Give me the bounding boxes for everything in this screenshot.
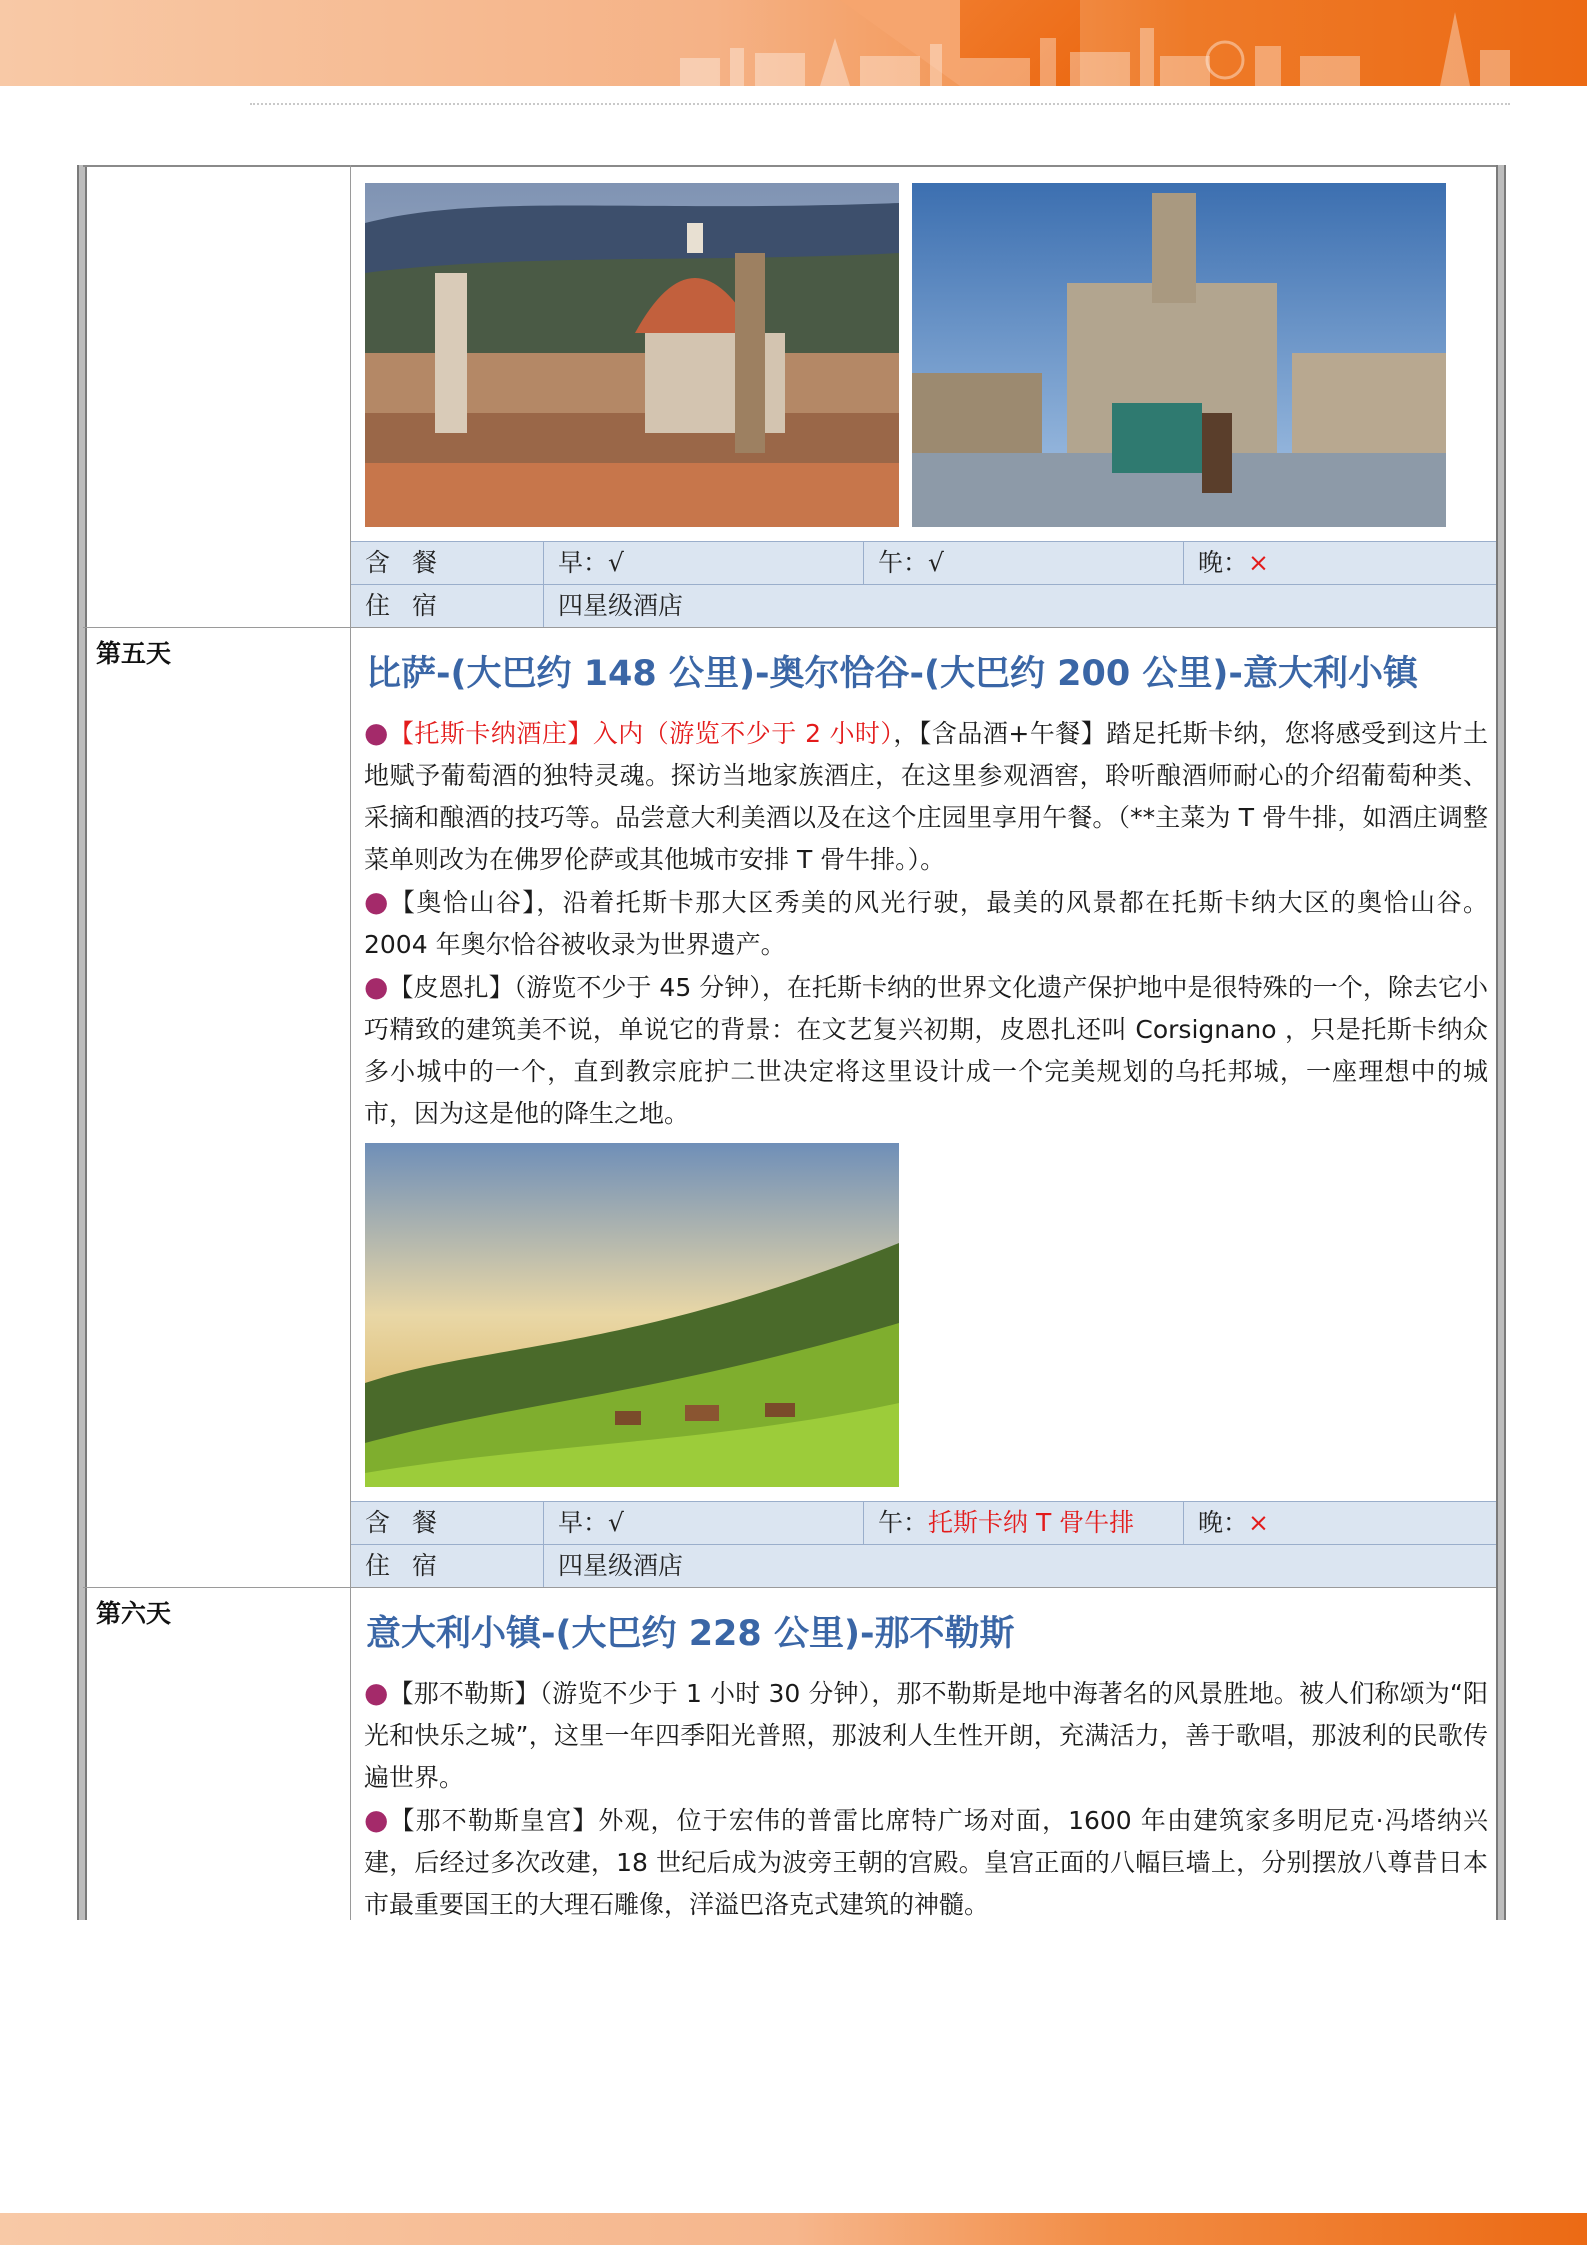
bullet-icon: ● [364, 1676, 389, 1709]
table-border-top [83, 165, 1496, 167]
table-border-left [77, 165, 87, 1920]
dinner-prefix: 晚： [1198, 1508, 1249, 1537]
dinner-prefix: 晚： [1198, 548, 1249, 577]
palazzo-vecchio-photo [912, 183, 1446, 527]
day5-meal-row [351, 1501, 1496, 1545]
naples-text: 【那不勒斯】（游览不少于 1 小时 30 分钟），那不勒斯是地中海著名的风景胜地。被人们称颂为“阳光和快乐之城”，这里一年四季阳光普照，那波利人生性开朗，充满活力，善于歌唱，那波利的民歌传遍世界。 [364, 1679, 1488, 1792]
hotel-label: 住宿 [365, 591, 460, 620]
day5-title: 比萨-(大巴约 148 公里)-奥尔恰谷-(大巴约 200 公里)-意大利小镇 [366, 654, 1418, 694]
hotel-value: 四星级酒店 [543, 1545, 1496, 1587]
day5-label: 第五天 [96, 639, 172, 668]
winery-text: ，【含品酒+午餐】踏足托斯卡纳，您将感受到这片土地赋予葡萄酒的独特灵魂。探访当地家族酒庄，在这里参观酒窖，聆听酿酒师耐心的介绍葡萄种类、采摘和酿酒的技巧等。品尝意大利美酒以及在这个庄园里享用午餐。（**主菜为 T 骨牛排，如酒庄调整菜单则改为在佛罗伦萨或其他城市安排 T 骨牛排。）。 [364, 719, 1488, 874]
florence-cathedral-photo [365, 183, 899, 527]
day5-divider [83, 627, 1496, 628]
breakfast-cell: 早：√ [543, 542, 863, 584]
header-banner [0, 0, 1587, 86]
tuscany-valley-photo [365, 1143, 899, 1487]
bullet-icon: ● [364, 716, 389, 749]
pienza-text: 【皮恩扎】（游览不少于 45 分钟），在托斯卡纳的世界文化遗产保护地中是很特殊的一个，除去它小巧精致的建筑美不说，单说它的背景：在文艺复兴初期，皮恩扎还叫 Corsignano ，只是托斯卡纳众多小城中的一个，直到教宗庇护二世决定将这里设计成一个完美规划的乌托邦城，一座理想中的城市，因为这是他的降生之地。 [364, 973, 1488, 1128]
breakfast-cell: 早：√ [543, 1502, 863, 1544]
palace-text: 【那不勒斯皇宫】外观，位于宏伟的普雷比席特广场对面，1600 年由建筑家多明尼克·冯塔纳兴建，后经过多次改建，18 世纪后成为波旁王朝的宫殿。皇宫正面的八幅巨墙上，分别摆放八尊昔日本市最重要国王的大理石雕像，洋溢巴洛克式建筑的神髓。 [364, 1806, 1488, 1919]
orcia-text: 【奥恰山谷】，沿着托斯卡那大区秀美的风光行驶，最美的风景都在托斯卡纳大区的奥恰山谷。2004 年奥尔恰谷被收录为世界遗产。 [364, 888, 1488, 959]
day6-paragraph-palace [364, 1799, 1488, 1926]
hotel-value: 四星级酒店 [543, 585, 1496, 627]
day6-paragraph-naples [364, 1672, 1488, 1799]
bullet-icon: ● [364, 1803, 390, 1836]
day6-label: 第六天 [96, 1599, 172, 1628]
meal-label: 含餐 [365, 1508, 460, 1537]
dinner-cell [1183, 1502, 1496, 1544]
skyline-icon [660, 8, 1520, 86]
winery-highlight: 【托斯卡纳酒庄】入内（游览不少于 2 小时） [388, 719, 894, 748]
table-border-right [1496, 165, 1506, 1920]
header-divider [250, 103, 1510, 105]
table-column-divider [350, 165, 351, 1920]
day5-paragraph-pienza [364, 966, 1488, 1135]
day6-divider [83, 1587, 1496, 1588]
bullet-icon: ● [364, 970, 389, 1003]
day6-description [364, 1672, 1488, 1926]
hotel-label: 住宿 [365, 1551, 460, 1580]
dinner-cell [1183, 542, 1496, 584]
day5-hotel-row [351, 1544, 1496, 1588]
day5-paragraph-winery [364, 712, 1488, 881]
cross-icon: × [1248, 1508, 1269, 1537]
meal-label: 含餐 [365, 548, 460, 577]
day5-description [364, 712, 1488, 1135]
hotel-row [351, 584, 1496, 628]
day5-paragraph-orcia [364, 881, 1488, 966]
footer-banner [0, 2213, 1587, 2245]
lunch-value: 托斯卡纳 T 骨牛排 [928, 1508, 1135, 1537]
bullet-icon: ● [364, 885, 390, 918]
lunch-cell [863, 1502, 1183, 1544]
lunch-prefix: 午： [878, 1508, 929, 1537]
cross-icon: × [1248, 548, 1269, 577]
day6-title: 意大利小镇-(大巴约 228 公里)-那不勒斯 [366, 1614, 1015, 1654]
meal-row [351, 541, 1496, 585]
lunch-cell: 午：√ [863, 542, 1183, 584]
